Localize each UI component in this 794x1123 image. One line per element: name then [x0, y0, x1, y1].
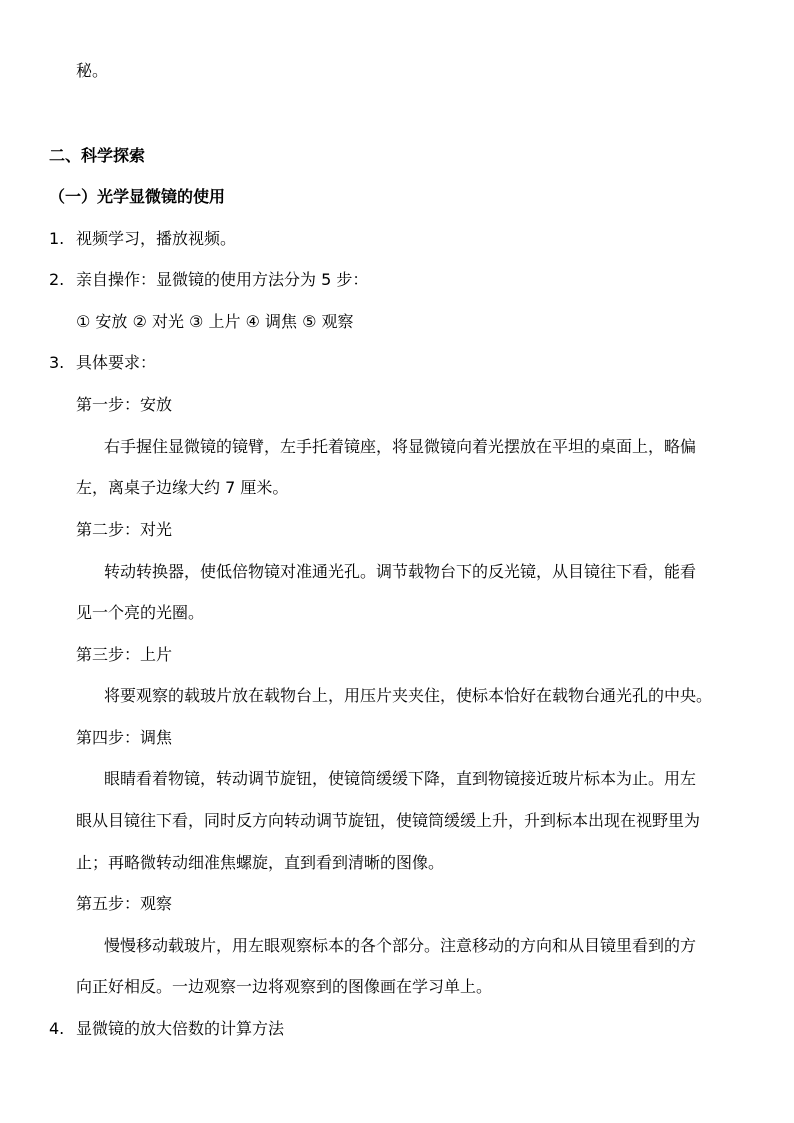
- paragraph-line: 转动转换器，使低倍物镜对准通光孔。调节载物台下的反光镜，从目镜往下看，能看: [104, 562, 697, 581]
- paragraph-line: 眼睛看着物镜，转动调节旋钮，使镜筒缓缓下降，直到物镜接近玻片标本为止。用左: [104, 769, 697, 788]
- list-number: 4.: [49, 1019, 65, 1038]
- list-number: 2.: [49, 270, 65, 289]
- step-heading: 第一步：安放: [76, 395, 173, 414]
- paragraph-line: 慢慢移动载玻片，用左眼观察标本的各个部分。注意移动的方向和从目镜里看到的方: [104, 936, 697, 955]
- list-number: 1.: [49, 229, 65, 248]
- section-heading: 二、科学探索: [49, 146, 146, 165]
- step-heading: 第二步：对光: [76, 520, 173, 539]
- paragraph-line: 右手握住显微镜的镜臂，左手托着镜座，将显微镜向着光摆放在平坦的桌面上，略偏: [104, 437, 697, 456]
- list-item: 视频学习，播放视频。: [76, 229, 237, 248]
- step-heading: 第五步：观察: [76, 894, 173, 913]
- paragraph-line: 眼从目镜往下看，同时反方向转动调节旋钮，使镜筒缓缓上升，升到标本出现在视野里为: [76, 811, 701, 830]
- steps-list: ① 安放 ② 对光 ③ 上片 ④ 调焦 ⑤ 观察: [76, 312, 354, 331]
- step-heading: 第四步：调焦: [76, 728, 173, 747]
- paragraph-line: 向正好相反。一边观察一边将观察到的图像画在学习单上。: [76, 977, 493, 996]
- paragraph-line: 左，离桌子边缘大约 7 厘米。: [76, 478, 289, 497]
- list-number: 3.: [49, 353, 65, 372]
- paragraph-line: 止；再略微转动细准焦螺旋，直到看到清晰的图像。: [76, 853, 445, 872]
- continued-text: 秘。: [76, 61, 109, 80]
- step-heading: 第三步：上片: [76, 645, 173, 664]
- list-item: 显微镜的放大倍数的计算方法: [76, 1019, 285, 1038]
- list-item: 亲自操作：显微镜的使用方法分为 5 步：: [76, 270, 369, 289]
- subsection-heading: （一）光学显微镜的使用: [49, 187, 226, 206]
- paragraph-line: 将要观察的载玻片放在载物台上，用压片夹夹住，使标本恰好在载物台通光孔的中央。: [104, 686, 713, 705]
- paragraph-line: 见一个亮的光圈。: [76, 603, 205, 622]
- list-item: 具体要求：: [76, 353, 157, 372]
